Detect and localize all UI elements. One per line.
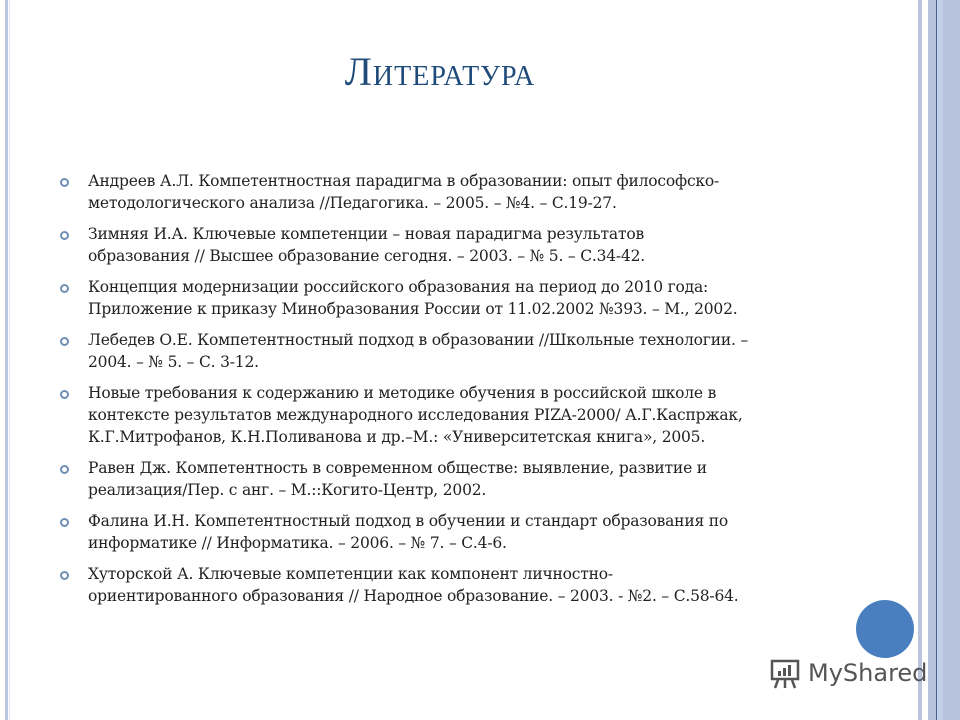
slide-title: Литература [344,49,536,94]
list-item [60,457,820,501]
bullet-icon [60,571,69,580]
list-item-text: Зимняя И.А. Ключевые компетенции – новая парадигма результатов [88,225,644,243]
left-border [5,0,8,720]
bullet-icon [60,284,69,293]
right-border-highlight [937,0,943,720]
list-item [60,276,820,320]
bullet-icon [60,518,69,527]
decorative-circle [856,600,914,658]
right-border-line [936,0,937,720]
bibliography-list [60,170,820,616]
list-item [60,563,820,607]
bullet-icon [60,465,69,474]
list-item-text: Концепция модернизации российского образования на период до 2010 года: [88,278,709,296]
list-item [60,223,820,267]
bullet-icon [60,178,69,187]
list-item-text: ориентированного образования // Народное образование. – 2003. - №2. – С.58-64. [88,587,739,605]
watermark-text: MyShared [808,659,928,687]
bullet-icon [60,231,69,240]
list-item-text: контексте результатов международного исследования PIZA-2000/ А.Г.Каспржак, [88,406,743,424]
right-border-band [928,0,960,720]
list-item [60,382,820,448]
left-border-inner [9,0,10,720]
list-item-text: Приложение к приказу Минобразования России от 11.02.2002 №393. – М., 2002. [88,300,738,318]
list-item-text: Равен Дж. Компетентность в современном обществе: выявление, развитие и [88,459,707,477]
list-item-text: 2004. – № 5. – С. 3-12. [88,353,259,371]
list-item-text: Фалина И.Н. Компетентностный подход в обучении и стандарт образования по [88,512,729,530]
list-item-text: Новые требования к содержанию и методике обучения в российской школе в [88,384,717,402]
presentation-board-icon [768,656,802,690]
list-item-text: К.Г.Митрофанов, К.Н.Поливанова и др.–М.: «Университетская книга», 2005. [88,428,706,446]
bullet-icon [60,337,69,346]
list-item-text: Лебедев О.Е. Компетентностный подход в образовании //Школьные технологии. – [88,331,748,349]
right-border-strip [918,0,922,720]
bullet-icon [60,390,69,399]
list-item [60,329,820,373]
list-item-text: Хуторской А. Ключевые компетенции как компонент личностно- [88,565,613,583]
list-item-text: реализация/Пер. с анг. – М.::Когито-Центр, 2002. [88,481,487,499]
list-item [60,510,820,554]
list-item-text: Андреев А.Л. Компетентностная парадигма в образовании: опыт философско- [88,172,720,190]
list-item-text: образования // Высшее образование сегодня. – 2003. – № 5. – С.34-42. [88,247,646,265]
myshared-watermark [768,656,927,690]
list-item-text: методологического анализа //Педагогика. – 2005. – №4. – С.19-27. [88,194,617,212]
list-item [60,170,820,214]
list-item-text: информатике // Информатика. – 2006. – № 7. – С.4-6. [88,534,507,552]
